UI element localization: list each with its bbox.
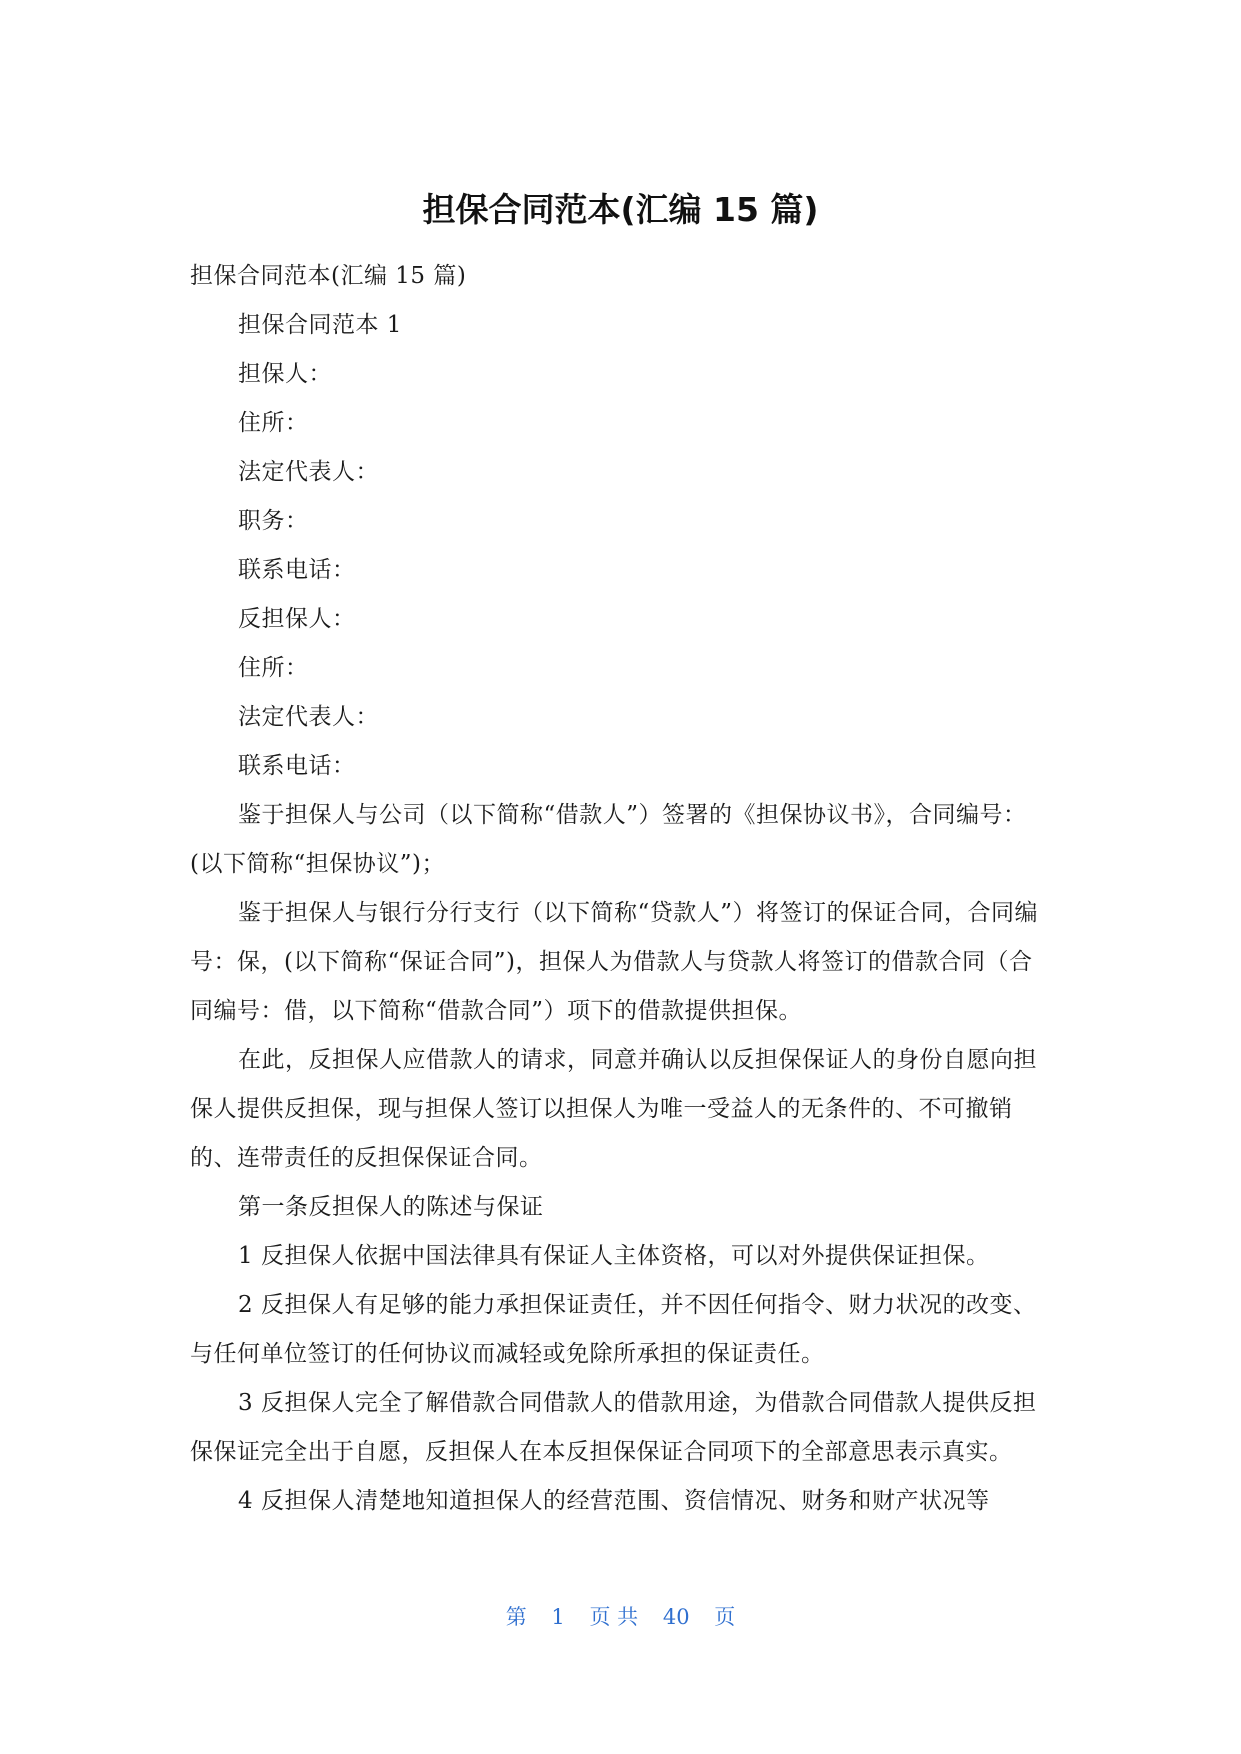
footer-label-page: 第 <box>505 1605 527 1629</box>
paragraph: 法定代表人： <box>238 704 379 730</box>
paragraph: 鉴于担保人与银行分行支行（以下简称“贷款人”）将签订的保证合同，合同编号：保，(以下简称“保证合同”)，担保人为借款人与贷款人将签订的借款合同（合同编号：借，以下简称“借款合同”）项下的借款提供担保。 <box>190 900 1039 1024</box>
paragraph: 在此，反担保人应借款人的请求，同意并确认以反担保保证人的身份自愿向担保人提供反担保，现与担保人签订以担保人为唯一受益人的无条件的、不可撤销的、连带责任的反担保保证合同。 <box>190 1047 1037 1171</box>
footer-label-pages: 页 <box>714 1605 736 1629</box>
paragraph: 法定代表人： <box>238 459 379 485</box>
document-title: 担保合同范本(汇编 15 篇) <box>422 190 819 229</box>
document-body <box>190 252 1052 1526</box>
paragraph: 住所： <box>238 410 309 436</box>
paragraph: 担保合同范本 1 <box>238 312 402 338</box>
paragraph: 担保合同范本(汇编 15 篇) <box>190 263 467 289</box>
paragraph: 3 反担保人完全了解借款合同借款人的借款用途，为借款合同借款人提供反担保保证完全出于自愿，反担保人在本反担保保证合同项下的全部意思表示真实。 <box>190 1390 1037 1465</box>
paragraph: 住所： <box>238 655 309 681</box>
footer-label-of: 页 共 <box>589 1605 639 1629</box>
page-footer <box>0 1603 1241 1631</box>
paragraph: 联系电话： <box>238 557 356 583</box>
footer-total-pages: 40 <box>662 1605 690 1629</box>
paragraph: 反担保人： <box>238 606 356 632</box>
footer-current-page: 1 <box>551 1605 565 1629</box>
paragraph: 4 反担保人清楚地知道担保人的经营范围、资信情况、财务和财产状况等 <box>238 1488 990 1514</box>
paragraph: 联系电话： <box>238 753 356 779</box>
paragraph: 2 反担保人有足够的能力承担保证责任，并不因任何指令、财力状况的改变、与任何单位签订的任何协议而减轻或免除所承担的保证责任。 <box>190 1292 1037 1367</box>
paragraph: 担保人： <box>238 361 332 387</box>
paragraph: 职务： <box>238 508 309 534</box>
paragraph: 鉴于担保人与公司（以下简称“借款人”）签署的《担保协议书》，合同编号：(以下简称“担保协议”)； <box>190 802 1027 877</box>
paragraph: 1 反担保人依据中国法律具有保证人主体资格，可以对外提供保证担保。 <box>238 1243 990 1269</box>
paragraph: 第一条反担保人的陈述与保证 <box>238 1194 544 1220</box>
